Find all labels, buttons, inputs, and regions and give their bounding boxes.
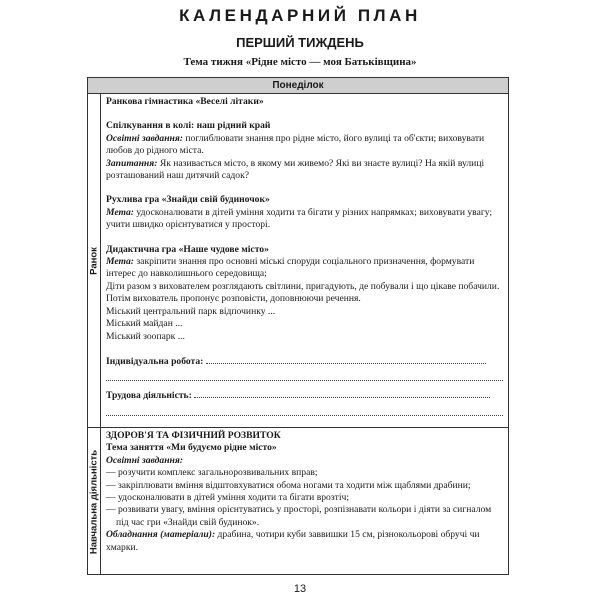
morning-row bbox=[88, 94, 508, 428]
game2-title: Дидактична гра «Наше чудове місто» bbox=[106, 243, 269, 255]
activity-area: ЗДОРОВ'Я ТА ФІЗИЧНИЙ РОЗВИТОК bbox=[106, 430, 281, 441]
theme-label: Тема тижня bbox=[183, 56, 243, 68]
game1-goal: Мета: удосконалювати в дітей уміння ходити та бігати у різних напрямках; виховувати увагу; учити швидко орієнтуватися у просторі. bbox=[106, 206, 493, 231]
morning-side-label bbox=[88, 94, 101, 427]
game2-text: Діти разом з вихователем розглядають світлини, пригадують, де побували і що цікаве побачили. Потім вихователь пропонує розповісти, доповнюючи речення. bbox=[106, 280, 500, 305]
plan-table bbox=[87, 77, 509, 575]
activity-task: — розучити комплекс загальнорозвивальних вправ; bbox=[106, 467, 318, 479]
day-header: Понеділок bbox=[88, 78, 508, 94]
activity-side-label bbox=[88, 428, 101, 575]
page-number: 13 bbox=[293, 583, 307, 595]
page-title: КАЛЕНДАРНИЙ ПЛАН bbox=[179, 6, 421, 25]
activity-row bbox=[88, 428, 508, 575]
circle-title: Спілкування в колі: наш рідний край bbox=[106, 120, 271, 132]
week-theme bbox=[0, 56, 600, 68]
morning-side-text: Ранок bbox=[88, 246, 100, 275]
activity-side-text: Навчальна діяльність bbox=[88, 449, 100, 554]
morning-exercise: Ранкова гімнастика «Веселі літаки» bbox=[106, 96, 264, 107]
morning-content bbox=[101, 94, 508, 427]
game2-line: Міський майдан ... bbox=[106, 318, 183, 330]
activity-content bbox=[101, 428, 508, 575]
activity-tasks-label: Освітні завдання: bbox=[106, 454, 183, 466]
activity-equipment: Обладнання (матеріали): драбина, чотири куби заввишки 15 см, різнокольорові обручі чи хмарки. bbox=[106, 529, 480, 553]
game2-goal: Мета: закріпити знання про основні міські споруди соціального призначення, формувати інтерес до навколишнього середовища; bbox=[106, 256, 475, 280]
activity-task: — закріплювати вміння відштовхуватися обома ногами та ходити між щаблями драбини; bbox=[106, 479, 471, 491]
week-title: ПЕРШИЙ ТИЖДЕНЬ bbox=[236, 35, 364, 50]
labor-activity: Трудова діяльність: bbox=[106, 389, 503, 402]
activity-task: — розвивати увагу, вміння орієнтуватись у просторі, розпізнавати кольори і діяти за сигналом під час гри «Знайди свій будинок». bbox=[106, 504, 492, 528]
labor-activity-line bbox=[106, 403, 503, 416]
theme-value: «Рідне місто — моя Батьківщина» bbox=[245, 56, 417, 68]
individual-work: Індивідуальна робота: bbox=[106, 355, 503, 368]
activity-topic: Тема заняття «Ми будуємо рідне місто» bbox=[106, 442, 277, 454]
circle-tasks: Освітні завдання: поглиблювати знання про рідне місто, його вулиці та об'єкти; виховувати любов до рідного міста. bbox=[106, 132, 485, 157]
game2-line: Міський зоопарк ... bbox=[106, 330, 185, 342]
game2-line: Міський центральний парк відпочинку ... bbox=[106, 305, 276, 317]
circle-question: Запитання: Як називається місто, в якому ми живемо? Які ви знаєте вулиці? На якій вулиці розташований наш дитячий садок? bbox=[106, 157, 485, 182]
individual-work-line bbox=[106, 368, 503, 381]
game1-title: Рухлива гра «Знайди свій будиночок» bbox=[106, 194, 270, 206]
activity-task: — удосконалювати в дітей уміння ходити та бігати врозтіч; bbox=[106, 492, 349, 504]
